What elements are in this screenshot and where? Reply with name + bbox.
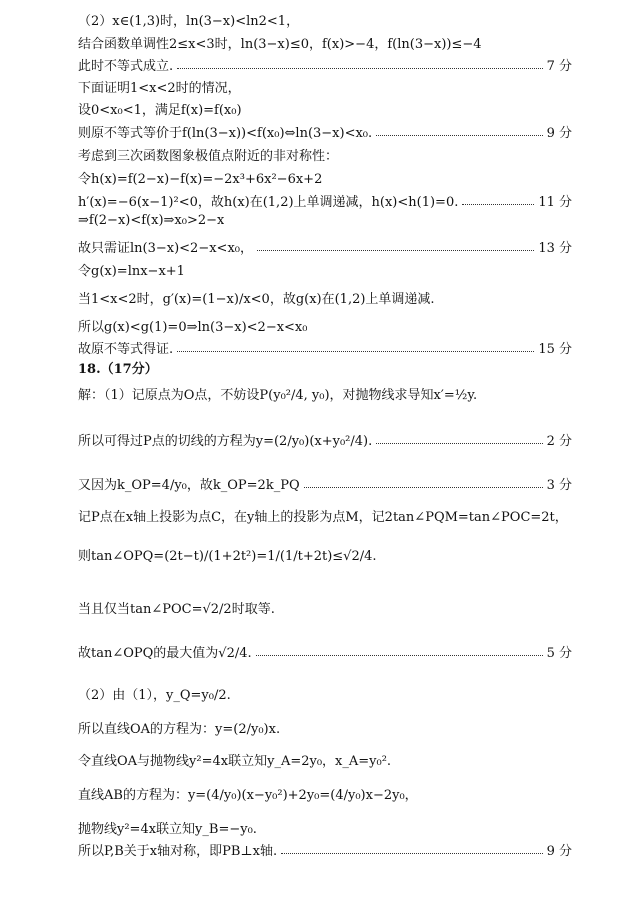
line-10 bbox=[78, 213, 572, 228]
line-3 bbox=[78, 55, 572, 74]
line-24 bbox=[78, 684, 572, 703]
line-9 bbox=[78, 191, 572, 210]
line-text: 又因为k_OP=4/y₀，故k_OP=2k_PQ bbox=[78, 478, 300, 493]
score-label: 9 分 bbox=[546, 844, 572, 859]
problem-heading bbox=[78, 358, 572, 377]
line-13 bbox=[78, 288, 572, 307]
score-label: 7 分 bbox=[546, 59, 572, 74]
line-text: ⇒f(2−x)<f(x)⇒x₀>2−x bbox=[78, 213, 225, 228]
line-text: 18.（17分） bbox=[78, 362, 158, 377]
line-text: 所以P,B关于x轴对称，即PB⊥x轴. bbox=[78, 844, 278, 859]
leader-dots bbox=[376, 443, 542, 444]
line-text: （2）x∈(1,3)时，ln(3−x)<ln2<1， bbox=[78, 14, 300, 29]
line-27 bbox=[78, 784, 572, 803]
line-29 bbox=[78, 840, 572, 859]
line-2 bbox=[78, 33, 572, 52]
leader-dots bbox=[462, 204, 534, 205]
line-4 bbox=[78, 77, 572, 96]
line-1 bbox=[78, 10, 572, 29]
line-20 bbox=[78, 506, 572, 525]
score-label: 15 分 bbox=[538, 342, 572, 357]
score-label: 11 分 bbox=[538, 195, 572, 210]
line-21 bbox=[78, 545, 572, 564]
line-25 bbox=[78, 718, 572, 737]
line-text: 令直线OA与抛物线y²=4x联立知y_A=2y₀，x_A=y₀². bbox=[78, 754, 392, 769]
line-28 bbox=[78, 818, 572, 837]
line-text: 下面证明1<x<2时的情况， bbox=[78, 81, 241, 96]
line-15 bbox=[78, 338, 572, 357]
line-text: h′(x)=−6(x−1)²<0，故h(x)在(1,2)上单调递减，h(x)<h(1)=0. bbox=[78, 195, 459, 210]
line-23 bbox=[78, 642, 572, 661]
line-17 bbox=[78, 384, 572, 403]
line-text: 考虑到三次函数图象极值点附近的非对称性： bbox=[78, 149, 339, 164]
leader-dots bbox=[257, 250, 534, 251]
leader-dots bbox=[177, 351, 534, 352]
line-text: 令h(x)=f(2−x)−f(x)=−2x³+6x²−6x+2 bbox=[78, 172, 323, 187]
line-text: 设0<x₀<1，满足f(x)=f(x₀) bbox=[78, 103, 242, 118]
line-text: 结合函数单调性2≤x<3时，ln(3−x)≤0，f(x)>−4，f(ln(3−x))≤−4 bbox=[78, 37, 482, 52]
line-22 bbox=[78, 598, 572, 617]
line-26 bbox=[78, 750, 572, 769]
line-14 bbox=[78, 316, 572, 335]
score-label: 2 分 bbox=[546, 434, 572, 449]
line-text: 则tan∠OPQ=(2t−t)/(1+2t²)=1/(1/t+2t)≤√2/4. bbox=[78, 549, 377, 564]
line-text: 所以g(x)<g(1)=0⇒ln(3−x)<2−x<x₀ bbox=[78, 320, 308, 335]
line-text: 当且仅当tan∠POC=√2/2时取等. bbox=[78, 602, 275, 617]
line-text: 此时不等式成立. bbox=[78, 59, 174, 74]
line-11 bbox=[78, 237, 572, 256]
line-18 bbox=[78, 430, 572, 449]
score-label: 3 分 bbox=[546, 478, 572, 493]
line-text: 故原不等式得证. bbox=[78, 342, 174, 357]
line-text: 抛物线y²=4x联立知y_B=−y₀. bbox=[78, 822, 257, 837]
line-text: 解：（1）记原点为O点，不妨设P(y₀²/4, y₀)，对抛物线求导知x′=½y. bbox=[78, 388, 478, 403]
line-5 bbox=[78, 99, 572, 118]
line-text: （2）由（1），y_Q=y₀/2. bbox=[78, 688, 231, 703]
line-text: 当1<x<2时，g′(x)=(1−x)/x<0，故g(x)在(1,2)上单调递减. bbox=[78, 292, 435, 307]
leader-dots bbox=[304, 487, 543, 488]
score-label: 5 分 bbox=[546, 646, 572, 661]
line-6 bbox=[78, 122, 572, 141]
leader-dots bbox=[256, 655, 543, 656]
line-text: 令g(x)=lnx−x+1 bbox=[78, 264, 185, 279]
line-text: 故tan∠OPQ的最大值为√2/4. bbox=[78, 646, 252, 661]
line-19 bbox=[78, 474, 572, 493]
line-8 bbox=[78, 168, 572, 187]
line-text: 则原不等式等价于f(ln(3−x))<f(x₀)⇔ln(3−x)<x₀. bbox=[78, 126, 373, 141]
score-label: 9 分 bbox=[546, 126, 572, 141]
line-text: 记P点在x轴上投影为点C，在y轴上的投影为点M，记2tan∠PQM=tan∠POC=2t， bbox=[78, 510, 568, 525]
leader-dots bbox=[376, 135, 542, 136]
line-text: 故只需证ln(3−x)<2−x<x₀， bbox=[78, 241, 253, 256]
line-12 bbox=[78, 260, 572, 279]
leader-dots bbox=[177, 68, 542, 69]
line-text: 所以直线OA的方程为：y=(2/y₀)x. bbox=[78, 722, 281, 737]
leader-dots bbox=[281, 853, 542, 854]
score-label: 13 分 bbox=[538, 241, 572, 256]
line-text: 所以可得过P点的切线的方程为y=(2/y₀)(x+y₀²/4). bbox=[78, 434, 373, 449]
line-7 bbox=[78, 145, 572, 164]
line-text: 直线AB的方程为：y=(4/y₀)(x−y₀²)+2y₀=(4/y₀)x−2y₀， bbox=[78, 788, 418, 803]
